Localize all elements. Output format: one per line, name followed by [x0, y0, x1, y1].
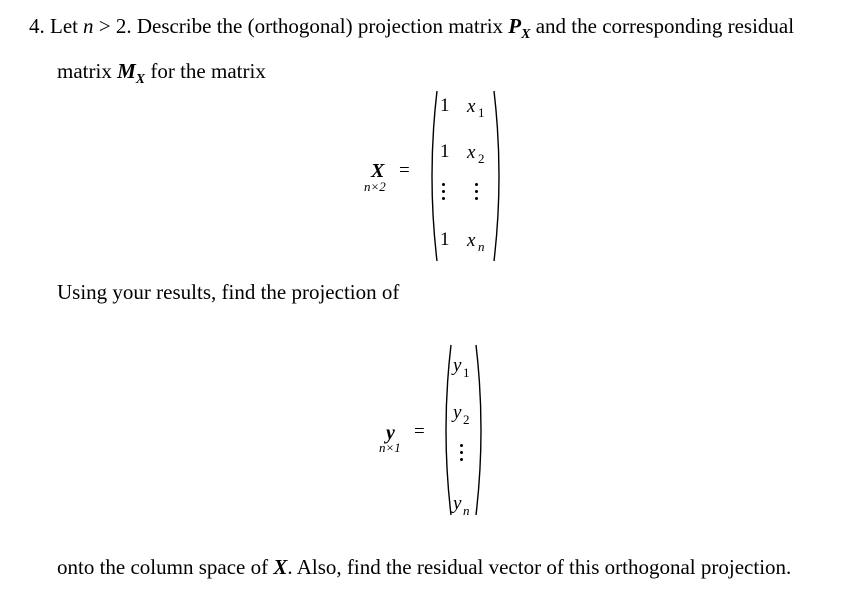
text-for-the-matrix: for the matrix — [150, 59, 266, 83]
vector-cell: y — [453, 402, 462, 423]
matrix-cell-subscript: n — [478, 239, 485, 254]
text-describe: 2. Describe the (orthogonal) projection matrix — [115, 14, 504, 38]
equals-sign: = — [399, 160, 410, 181]
symbol-M: M — [117, 59, 136, 83]
subscript-X: X — [521, 27, 531, 42]
vector-y-name: y — [386, 422, 395, 444]
symbol-X: X — [273, 555, 288, 579]
vertical-dots — [460, 444, 464, 465]
matrix-X-dims: n×2 — [364, 179, 386, 194]
text-and-residual: and the corresponding residual — [535, 14, 795, 38]
text-onto: onto the column space of — [57, 555, 269, 579]
matrix-cell: x — [467, 230, 476, 251]
matrix-cell: x — [467, 142, 476, 163]
left-paren — [440, 344, 452, 516]
problem-line-1 — [29, 14, 794, 42]
matrix-cell: 1 — [440, 229, 450, 250]
vector-cell-subscript: n — [463, 503, 470, 518]
matrix-cell: 1 — [440, 141, 450, 162]
right-paren — [475, 344, 487, 516]
subscript-X: X — [135, 72, 146, 87]
vector-cell-subscript: 1 — [463, 365, 470, 380]
text-also: . Also, find the residual vector of this orthogonal projection. — [287, 555, 792, 579]
symbol-P: P — [508, 14, 522, 38]
matrix-X-name: X — [371, 160, 385, 182]
gt-sign: > — [98, 14, 111, 38]
matrix-cell-subscript: 2 — [478, 151, 485, 166]
vector-cell: y — [453, 355, 462, 376]
problem-line-2 — [57, 59, 266, 87]
matrix-cell-subscript: 1 — [478, 105, 485, 120]
vector-y-dims: n×1 — [379, 440, 401, 455]
vector-cell: y — [453, 493, 462, 514]
vertical-dots — [475, 183, 479, 204]
text-matrix: matrix — [57, 59, 112, 83]
left-paren — [426, 90, 438, 262]
vector-cell-subscript: 2 — [463, 412, 470, 427]
vertical-dots — [442, 183, 446, 204]
equals-sign: = — [414, 421, 425, 442]
right-paren — [493, 90, 505, 262]
matrix-cell: 1 — [440, 95, 450, 116]
text-let: Let — [50, 14, 78, 38]
final-line — [57, 555, 791, 579]
var-n: n — [82, 14, 94, 38]
matrix-cell: x — [467, 96, 476, 117]
problem-number: 4. — [29, 14, 45, 38]
middle-text: Using your results, find the projection of — [57, 280, 400, 304]
